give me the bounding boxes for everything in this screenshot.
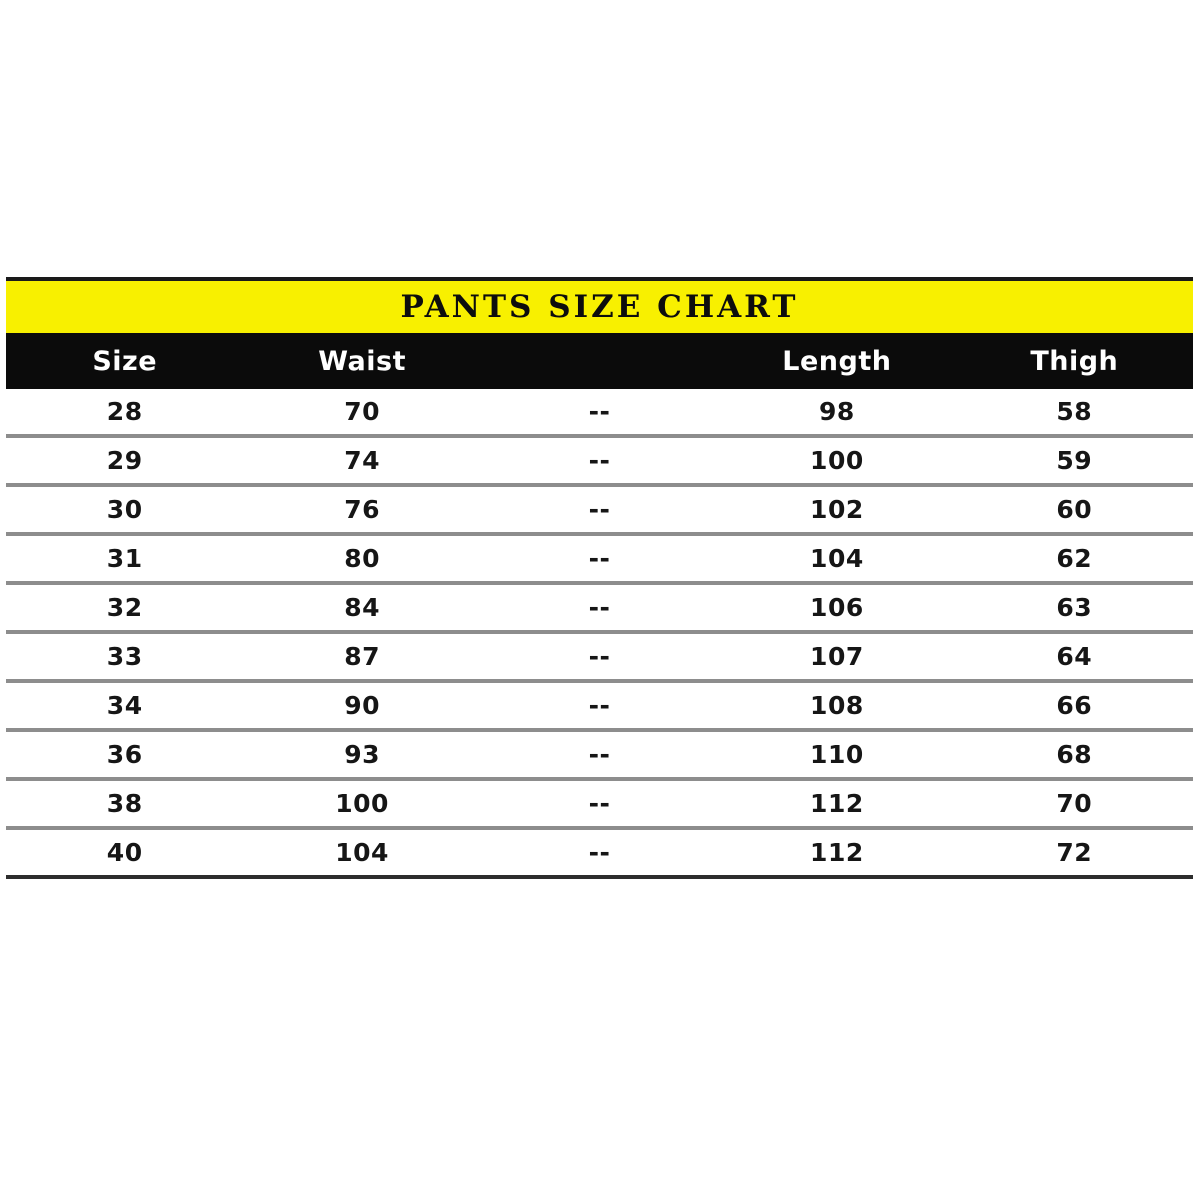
table-row [6, 634, 1193, 683]
table-row [6, 585, 1193, 634]
cell: 106 [810, 593, 864, 622]
cell: 40 [106, 838, 143, 867]
cell: 72 [1056, 838, 1093, 867]
table-row [6, 389, 1193, 438]
cell: 36 [106, 740, 143, 769]
cell: 64 [1056, 642, 1093, 671]
cell: 63 [1056, 593, 1093, 622]
cell: 60 [1056, 495, 1093, 524]
cell: 59 [1056, 446, 1093, 475]
cell: 31 [106, 544, 143, 573]
cell: 58 [1056, 397, 1093, 426]
cell: -- [588, 642, 611, 671]
cell: 90 [344, 691, 380, 720]
cell: 108 [810, 691, 864, 720]
cell: 104 [335, 838, 389, 867]
column-header-length: Length [782, 345, 892, 377]
cell: 38 [106, 789, 143, 818]
cell: 62 [1056, 544, 1093, 573]
cell: 112 [810, 838, 864, 867]
cell: 68 [1056, 740, 1093, 769]
cell: -- [588, 495, 611, 524]
cell: -- [588, 740, 611, 769]
cell: -- [588, 446, 611, 475]
cell: 28 [106, 397, 143, 426]
cell: -- [588, 397, 611, 426]
cell: 107 [810, 642, 864, 671]
cell: 93 [344, 740, 380, 769]
cell: -- [588, 789, 611, 818]
cell: 98 [818, 397, 855, 426]
cell: 84 [344, 593, 380, 622]
cell: 80 [344, 544, 380, 573]
table-header-row [6, 333, 1193, 389]
cell: 29 [106, 446, 143, 475]
table-row [6, 487, 1193, 536]
cell: 104 [810, 544, 864, 573]
cell: 76 [344, 495, 380, 524]
table-row [6, 732, 1193, 781]
cell: 74 [344, 446, 380, 475]
cell: -- [588, 544, 611, 573]
title-band [6, 281, 1193, 333]
cell: 70 [1056, 789, 1093, 818]
table-row [6, 781, 1193, 830]
cell: 30 [106, 495, 143, 524]
cell: 100 [810, 446, 864, 475]
column-header-size: Size [92, 345, 158, 377]
table-row [6, 438, 1193, 487]
cell: 34 [106, 691, 143, 720]
cell: 33 [106, 642, 143, 671]
table-row [6, 830, 1193, 879]
cell: 110 [810, 740, 864, 769]
cell: -- [588, 593, 611, 622]
cell: -- [588, 838, 611, 867]
cell: -- [588, 691, 611, 720]
column-header-thigh: Thigh [1030, 345, 1119, 377]
cell: 32 [106, 593, 143, 622]
cell: 66 [1056, 691, 1093, 720]
cell: 102 [810, 495, 864, 524]
cell: 70 [344, 397, 380, 426]
pants-size-chart [6, 277, 1193, 879]
page-title: PANTS SIZE CHART [400, 288, 799, 325]
column-header-waist: Waist [318, 345, 406, 377]
table-row [6, 536, 1193, 585]
cell: 112 [810, 789, 864, 818]
table-body [6, 389, 1193, 879]
cell: 87 [344, 642, 380, 671]
cell: 100 [335, 789, 389, 818]
table-row [6, 683, 1193, 732]
